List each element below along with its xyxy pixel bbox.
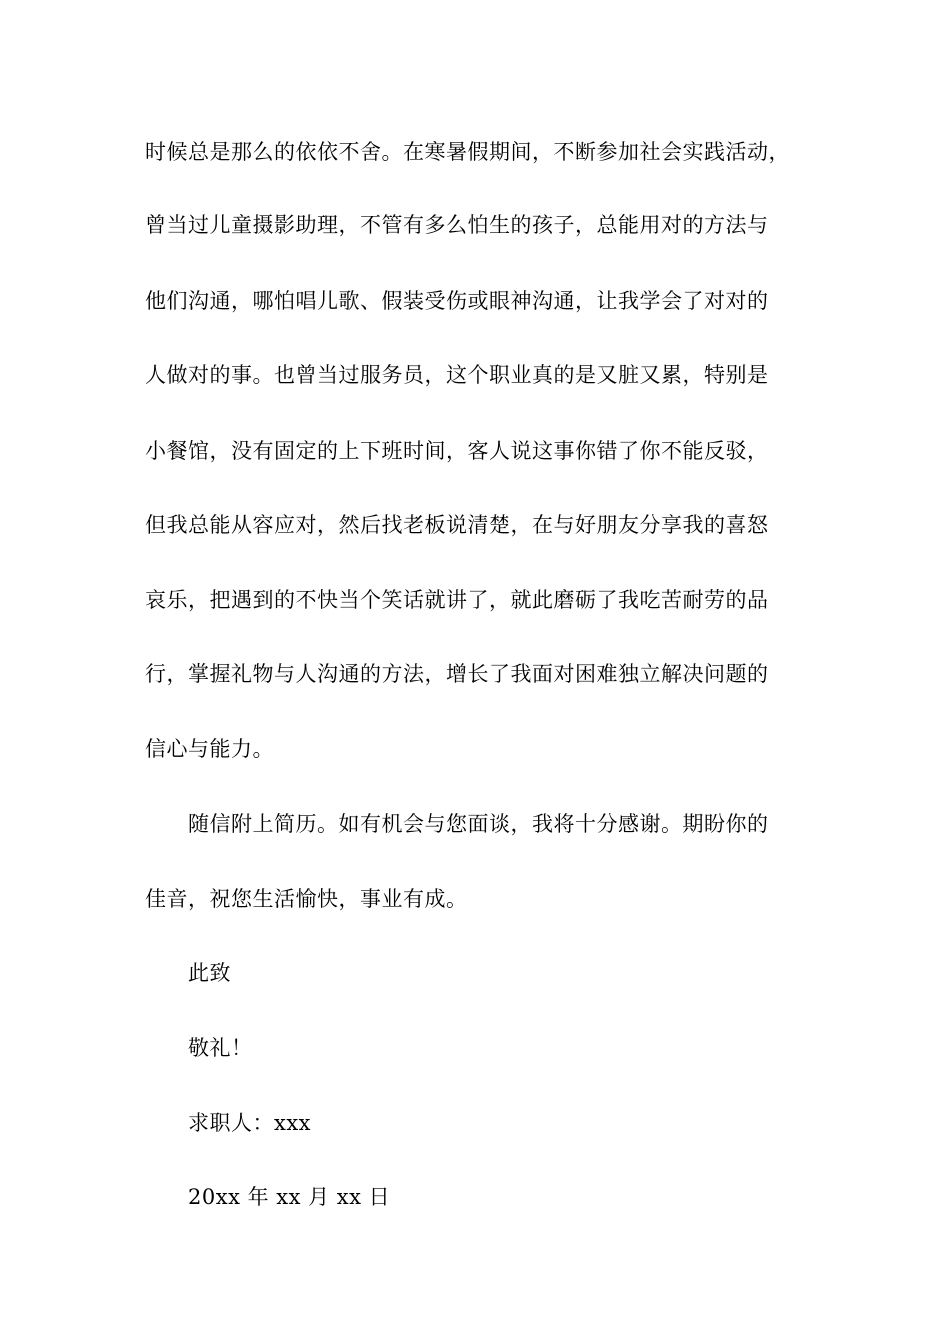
body-line-8: 行，掌握礼物与人沟通的方法，增长了我面对困难独立解决问题的 <box>145 662 769 686</box>
body-line-1: 时候总是那么的依依不舍。在寒暑假期间，不断参加社会实践活动， <box>145 140 790 164</box>
letter-date: 20xx 年 xx 月 xx 日 <box>188 1185 391 1209</box>
regards: 敬礼！ <box>188 1036 253 1060</box>
body-line-3: 他们沟通，哪怕唱儿歌、假装受伤或眼神沟通，让我学会了对对的 <box>145 289 769 313</box>
body-line-7: 哀乐，把遇到的不快当个笑话就讲了，就此磨砺了我吃苦耐劳的品 <box>145 588 769 612</box>
salutation: 此致 <box>188 961 231 985</box>
body-line-5: 小餐馆，没有固定的上下班时间，客人说这事你错了你不能反驳， <box>145 439 769 463</box>
closing-line-2: 佳音，祝您生活愉快，事业有成。 <box>145 887 468 911</box>
body-line-4: 人做对的事。也曾当过服务员，这个职业真的是又脏又累，特别是 <box>145 363 769 387</box>
body-line-9: 信心与能力。 <box>145 737 274 761</box>
body-line-6: 但我总能从容应对，然后找老板说清楚，在与好朋友分享我的喜怒 <box>145 513 769 537</box>
body-line-2: 曾当过儿童摄影助理，不管有多么怕生的孩子，总能用对的方法与 <box>145 213 769 237</box>
closing-line-1: 随信附上简历。如有机会与您面谈，我将十分感谢。期盼你的 <box>188 812 769 836</box>
applicant: 求职人：xxx <box>188 1111 312 1135</box>
